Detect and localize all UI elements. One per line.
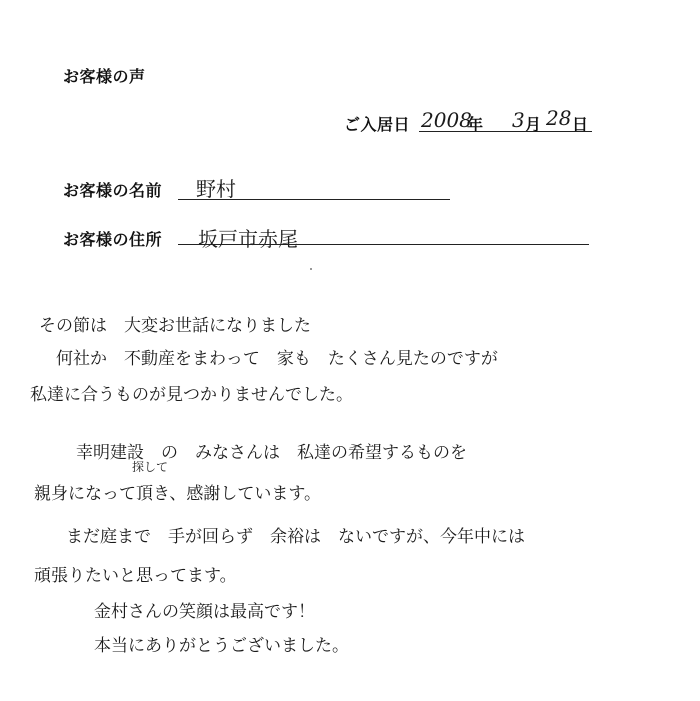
move-in-month: 3 [512,108,525,132]
letter-line-8: 金村さんの笑顔は最高です！ [94,602,315,622]
move-in-day: 28 [546,106,572,130]
letter-line-9: 本当にありがとうございました。 [94,636,349,656]
move-in-day-unit: 日 [572,115,589,134]
move-in-year: 2008 [421,108,472,132]
customer-name-label: お客様の名前 [63,181,163,200]
customer-address-value: 坂戸市赤尾 [198,227,298,251]
move-in-date-label: ご入居日 [344,115,411,134]
stray-mark [310,268,312,270]
customer-address-underline [178,244,589,245]
customer-name-value: 野村 [196,177,236,201]
move-in-year-unit: 年 [467,115,484,134]
letter-line-3: 私達に合うものが見つかりませんでした。 [30,385,353,405]
move-in-month-unit: 月 [525,115,542,134]
letter-line-1: その節は 大変お世話になりました [39,316,311,336]
letter-line-4: 幸明建設 の みなさんは 私達の希望するものを [76,443,467,463]
page-title: お客様の声 [63,67,146,86]
customer-address-label: お客様の住所 [63,230,163,249]
letter-line-6: まだ庭まで 手が回らず 余裕は ないですが、今年中には [66,527,525,547]
letter-insertion: 探して [132,460,169,474]
letter-line-7: 頑張りたいと思ってます。 [34,566,237,586]
letter-line-5: 親身になって頂き、感謝しています。 [34,484,321,504]
move-in-date-underline [419,131,592,132]
customer-name-underline [178,199,450,200]
letter-line-2: 何社か 不動産をまわって 家も たくさん見たのですが [56,349,498,369]
